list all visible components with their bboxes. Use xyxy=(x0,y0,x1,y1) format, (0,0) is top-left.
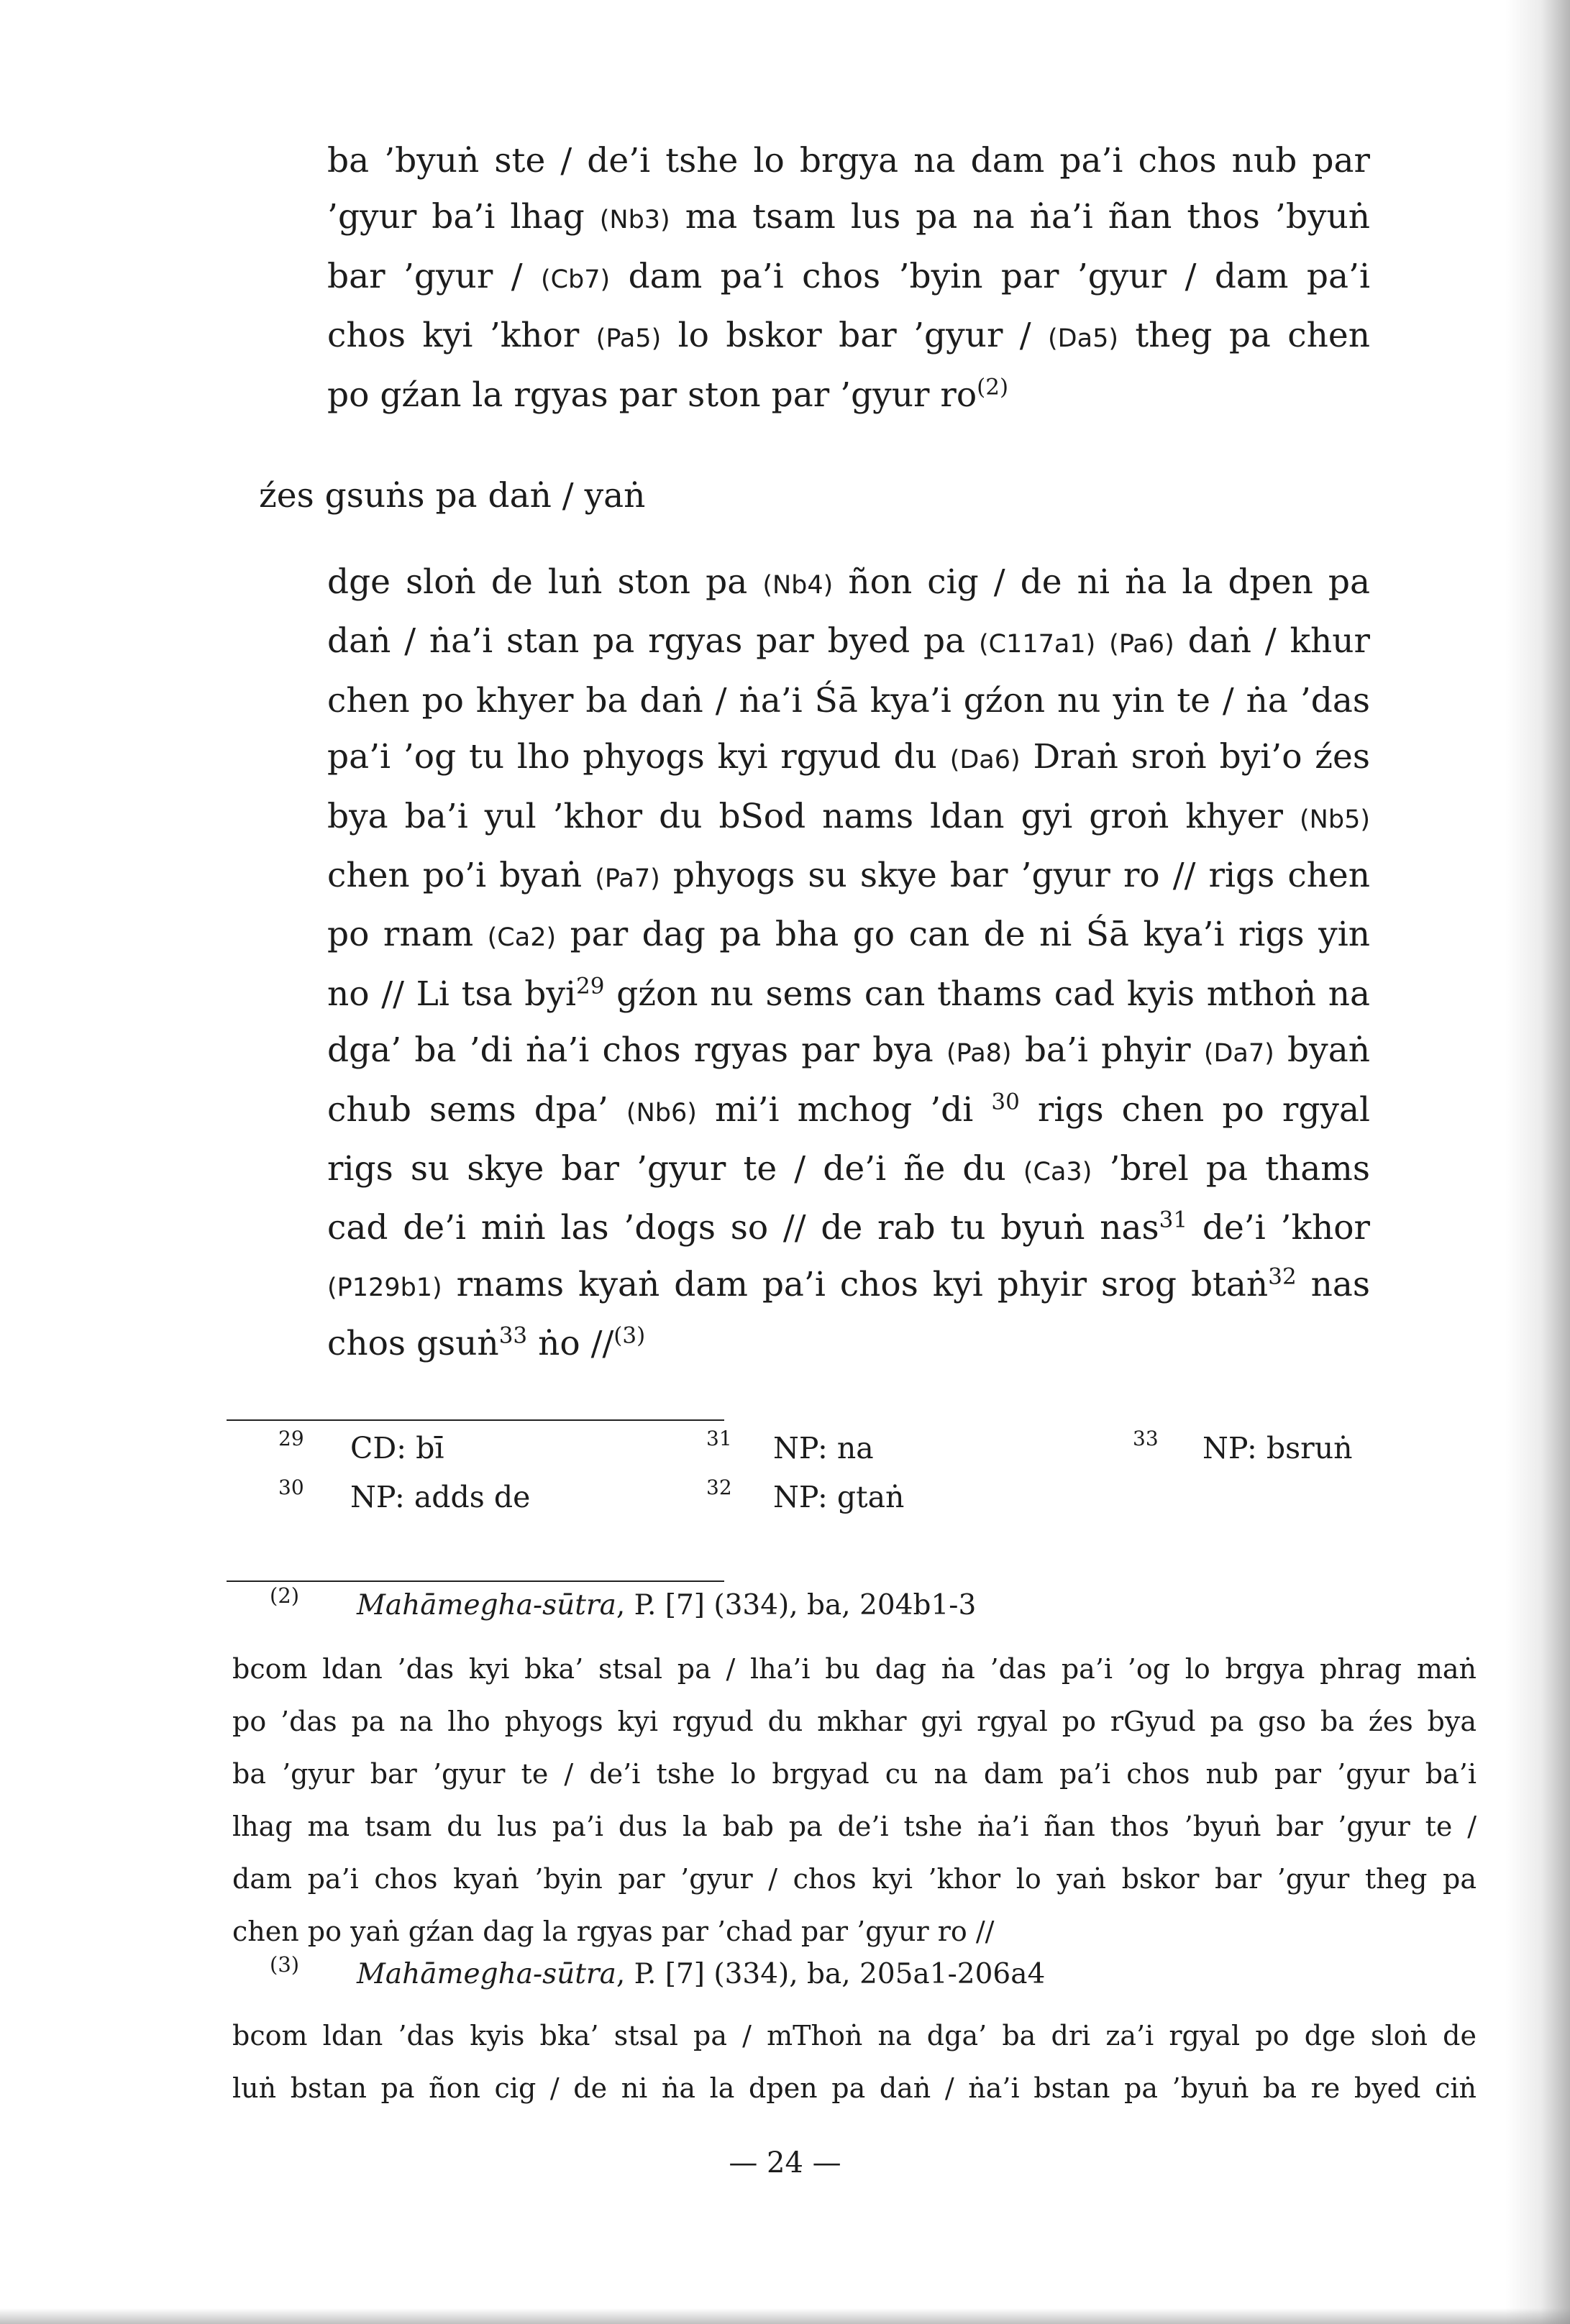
text-line xyxy=(327,789,1370,848)
footnote-rule xyxy=(227,1419,724,1421)
note-reference: 31 xyxy=(1159,1207,1188,1233)
source-notes xyxy=(232,1583,1477,2115)
source-note-body xyxy=(232,1643,1477,1958)
variant-note-text: CD: bī xyxy=(350,1431,444,1465)
text-segment xyxy=(1095,621,1109,661)
text-segment: no // Li tsa byi xyxy=(327,974,576,1014)
folio-marker: (P129b1) xyxy=(327,1273,442,1302)
source-note-line: po ’das pa na lho phyogs kyi rgyud du mkhar gyi rgyal po rGyud pa gso ba źes bya xyxy=(232,1706,1477,1737)
text-line xyxy=(327,554,1370,613)
folio-marker: (Nb6) xyxy=(626,1098,697,1127)
text-segment: lo bskor bar ’gyur / xyxy=(661,316,1049,356)
source-note xyxy=(232,1952,1477,2115)
variant-note-text: NP: na xyxy=(773,1431,874,1465)
page-edge-shadow xyxy=(1505,0,1570,2324)
folio-marker: (Ca3) xyxy=(1023,1158,1092,1187)
source-note xyxy=(232,1583,1477,1958)
text-line xyxy=(327,367,1370,424)
source-note-citation xyxy=(357,1589,976,1621)
text-segment: po gźan la rgyas par ston par ’gyur ro xyxy=(327,375,977,415)
text-line xyxy=(327,613,1370,672)
text-segment: po rnam xyxy=(327,915,488,955)
folio-marker: (Pa6) xyxy=(1109,630,1174,659)
text-line xyxy=(327,729,1370,788)
text-segment: gźon nu sems can thams cad kyis mthoṅ na xyxy=(604,974,1370,1014)
text-segment: phyogs su skye bar ’gyur ro // rigs chen xyxy=(660,856,1371,896)
variant-note-text: NP: gtaṅ xyxy=(773,1480,905,1514)
source-notes-rule xyxy=(227,1580,724,1582)
text-segment: dge sloṅ de luṅ ston pa xyxy=(327,562,763,602)
variant-note-number: 31 xyxy=(706,1427,732,1450)
source-note-number: (2) xyxy=(270,1583,300,1608)
text-line xyxy=(327,1023,1370,1081)
text-segment: dga’ ba ’di ṅa’i chos rgyas par bya xyxy=(327,1030,947,1071)
variant-note-text: NP: bsruṅ xyxy=(1202,1431,1353,1465)
text-segment: bya ba’i yul ’khor du bSod nams ldan gyi groṅ khyer xyxy=(327,796,1300,836)
text-segment: chos kyi ’khor xyxy=(327,316,596,356)
variant-note-number: 32 xyxy=(706,1476,732,1499)
source-note-reference: , P. [7] (334), ba, 205a1-206a4 xyxy=(616,1958,1046,1990)
source-note-reference: , P. [7] (334), ba, 204b1-3 xyxy=(616,1589,977,1621)
continuation-paragraph xyxy=(327,133,1370,424)
source-note-heading xyxy=(232,1952,1477,2010)
folio-marker: (Nb5) xyxy=(1300,805,1370,834)
source-note-line: dam pa’i chos kyaṅ ’byin par ’gyur / chos kyi ’khor lo yaṅ bskor bar ’gyur theg pa xyxy=(232,1863,1477,1895)
folio-marker: (Pa5) xyxy=(595,324,662,354)
text-segment: ñon cig / de ni ṅa la dpen pa xyxy=(833,562,1370,602)
text-segment: nas xyxy=(1296,1264,1370,1304)
folio-marker: (C117a1) xyxy=(979,630,1096,659)
text-line xyxy=(327,133,1370,189)
text-segment: pa’i ’og tu lho phyogs kyi rgyud du xyxy=(327,737,950,777)
text-line xyxy=(327,966,1370,1023)
source-note-line: bcom ldan ’das kyi bka’ stsal pa / lha’i bu dag ṅa ’das pa’i ’og lo brgya phrag maṅ xyxy=(232,1653,1477,1685)
text-line xyxy=(327,673,1370,729)
text-segment: ba ’byuṅ ste / de’i tshe lo brgya na dam pa’i chos nub par xyxy=(327,141,1370,180)
source-note-title: Mahāmegha-sūtra xyxy=(357,1589,616,1621)
note-reference: 33 xyxy=(498,1322,528,1349)
source-note-line: lhag ma tsam du lus pa’i dus la bab pa de’i tshe ṅa’i ñan thos ’byuṅ bar ’gyur te / xyxy=(232,1811,1477,1842)
folio-marker: (Da7) xyxy=(1203,1039,1274,1069)
text-segment: rnams kyaṅ dam pa’i chos kyi phyir srog btaṅ xyxy=(442,1264,1269,1304)
note-reference: (2) xyxy=(977,373,1009,400)
intro-line: źes gsuṅs pa daṅ / yaṅ xyxy=(259,476,646,516)
source-note-heading xyxy=(232,1583,1477,1643)
text-line xyxy=(327,848,1370,907)
source-note-title: Mahāmegha-sūtra xyxy=(357,1958,616,1990)
text-segment: ’gyur ba’i lhag xyxy=(327,197,600,237)
text-segment: byaṅ xyxy=(1274,1030,1370,1071)
text-line xyxy=(327,907,1370,966)
folio-marker: (Da5) xyxy=(1048,324,1118,354)
text-segment: bar ’gyur / xyxy=(327,256,541,296)
text-segment: daṅ / khur xyxy=(1174,621,1370,662)
text-line xyxy=(327,249,1370,308)
folio-marker: (Da6) xyxy=(949,746,1021,775)
text-line xyxy=(327,1082,1370,1141)
source-note-number: (3) xyxy=(270,1952,300,1977)
note-reference: 32 xyxy=(1268,1263,1297,1290)
variant-note-text: NP: adds de xyxy=(350,1480,531,1514)
note-reference: (3) xyxy=(613,1322,646,1349)
variant-note-number: 33 xyxy=(1133,1427,1159,1450)
text-segment: par dag pa bha go can de ni Śā kya’i rigs yin xyxy=(556,915,1370,955)
folio-marker: (Pa7) xyxy=(595,864,660,894)
folio-marker: (Cb7) xyxy=(540,265,611,294)
text-segment: Draṅ sroṅ byi’o źes xyxy=(1020,737,1370,777)
text-segment: ’brel pa thams xyxy=(1092,1149,1370,1189)
page-bottom-shadow xyxy=(0,2308,1570,2324)
text-segment: chos gsuṅ xyxy=(327,1324,499,1364)
text-line xyxy=(327,189,1370,248)
text-segment: ba’i phyir xyxy=(1011,1030,1204,1071)
variant-note-number: 30 xyxy=(278,1476,304,1499)
source-note-line: ba ’gyur bar ’gyur te / de’i tshe lo brgyad cu na dam pa’i chos nub par ’gyur ba’i xyxy=(232,1758,1477,1790)
text-line xyxy=(327,1316,1370,1372)
text-segment: rigs su skye bar ’gyur te / de’i ñe du xyxy=(327,1149,1023,1189)
text-segment: cad de’i miṅ las ’dogs so // de rab tu byuṅ nas xyxy=(327,1208,1159,1248)
note-reference: 30 xyxy=(991,1089,1020,1115)
quotation-paragraph xyxy=(327,554,1370,1373)
text-segment: chen po’i byaṅ xyxy=(327,856,595,896)
text-line xyxy=(327,308,1370,367)
text-segment: chub sems dpa’ xyxy=(327,1089,626,1130)
source-note-body xyxy=(232,2010,1477,2115)
text-segment: ṅo // xyxy=(527,1324,614,1364)
folio-marker: (Nb4) xyxy=(762,571,834,600)
text-line xyxy=(327,1257,1370,1316)
source-note-line: chen po yaṅ gźan dag la rgyas par ’chad par ’gyur ro // xyxy=(232,1916,995,1947)
note-reference: 29 xyxy=(575,973,605,999)
source-note-line: bcom ldan ’das kyis bka’ stsal pa / mThoṅ na dga’ ba dri za’i rgyal po dge sloṅ de xyxy=(232,2020,1477,2051)
text-line xyxy=(327,1141,1370,1200)
text-segment: mi’i mchog ’di xyxy=(696,1089,992,1130)
text-segment: theg pa chen xyxy=(1118,316,1370,356)
text-segment: chen po khyer ba daṅ / ṅa’i Śā kya’i gźon nu yin te / ṅa ’das xyxy=(327,680,1370,720)
text-segment: de’i ’khor xyxy=(1187,1208,1370,1248)
folio-marker: (Nb3) xyxy=(599,206,670,235)
source-note-line: luṅ bstan pa ñon cig / de ni ṅa la dpen pa daṅ / ṅa’i bstan pa ’byuṅ ba re byed ciṅ xyxy=(232,2072,1477,2104)
text-segment: rigs chen po rgyal xyxy=(1019,1089,1371,1130)
page-number: — 24 — xyxy=(729,2146,841,2179)
folio-marker: (Pa8) xyxy=(946,1039,1012,1069)
variant-note-number: 29 xyxy=(278,1427,304,1450)
text-line xyxy=(327,1200,1370,1256)
folio-marker: (Ca2) xyxy=(487,923,557,953)
text-segment: ma tsam lus pa na ṅa’i ñan thos ’byuṅ xyxy=(670,197,1371,237)
source-note-citation xyxy=(357,1958,1045,1990)
text-segment: dam pa’i chos ’byin par ’gyur / dam pa’i xyxy=(610,256,1370,296)
text-segment: daṅ / ṅa’i stan pa rgyas par byed pa xyxy=(327,621,980,662)
